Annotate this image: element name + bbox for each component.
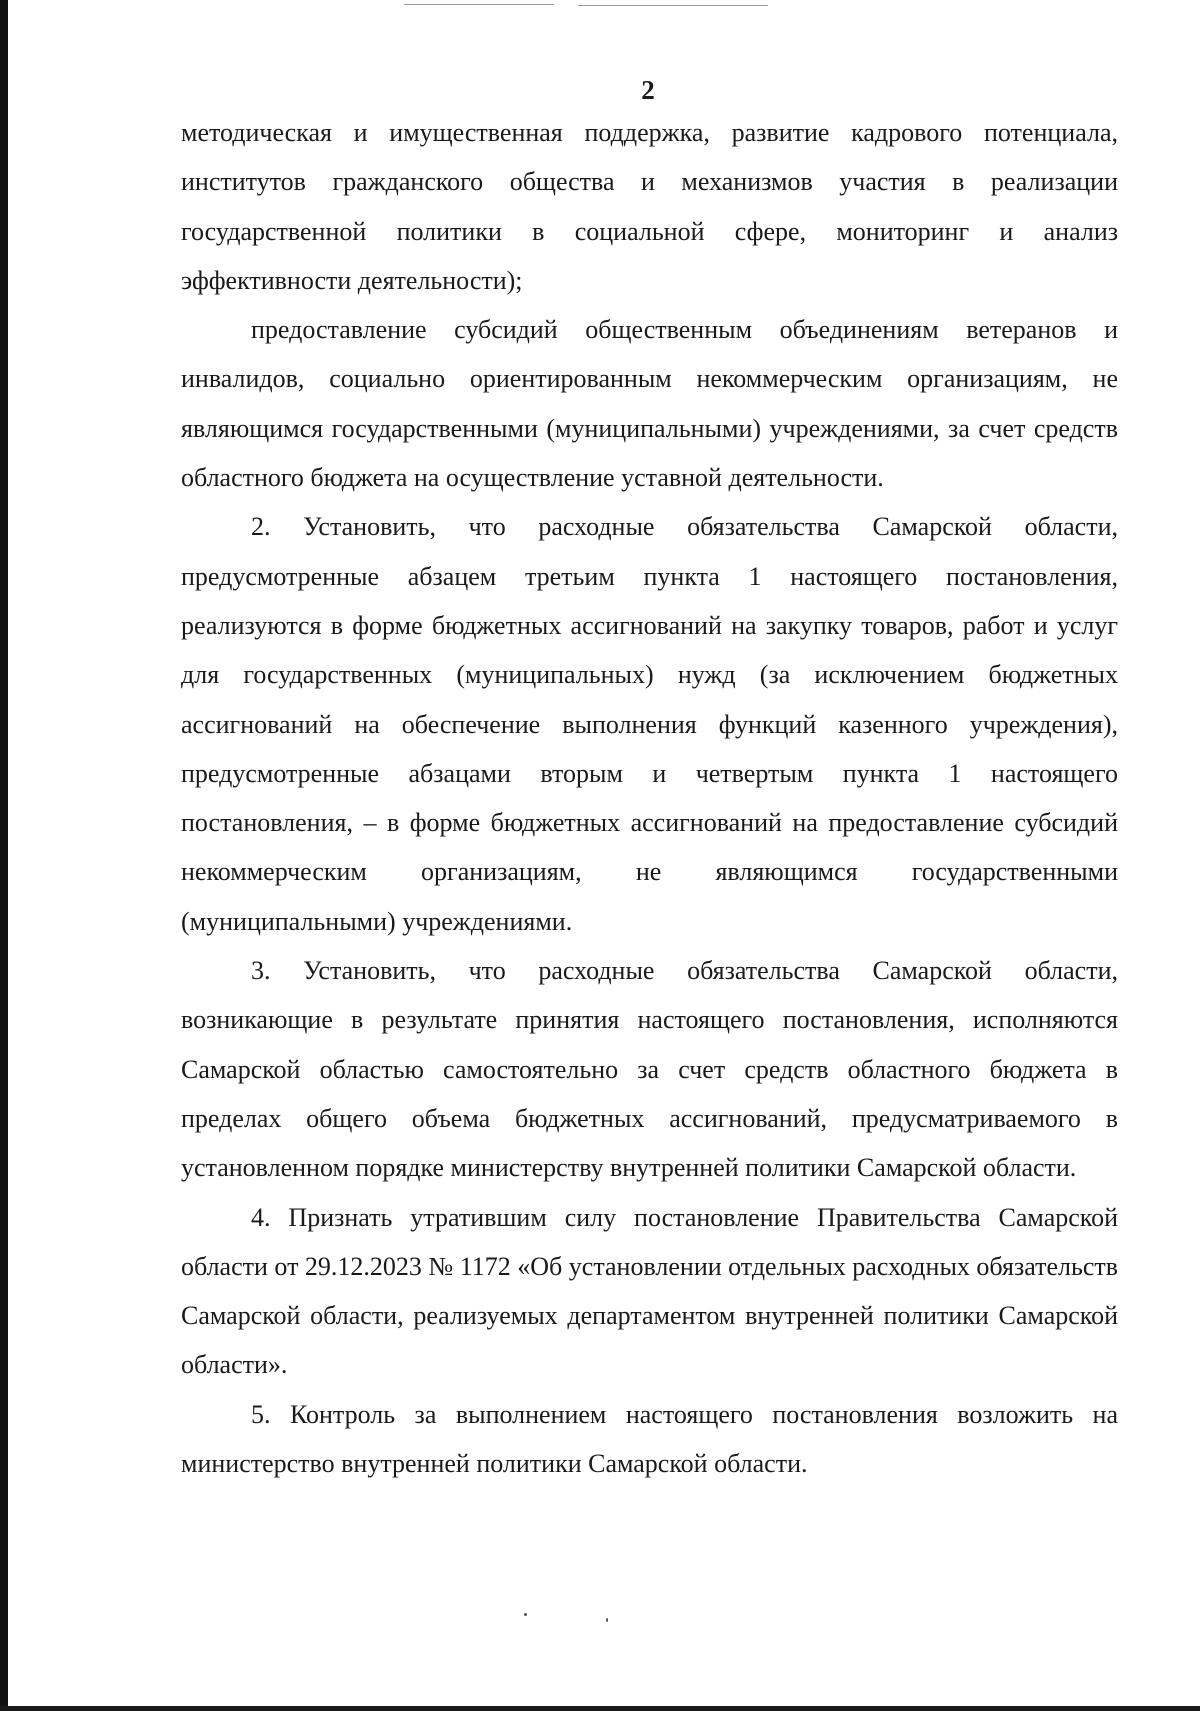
paragraph-continuation: методическая и имущественная поддержка, развитие кадрового потенциала, институтов гражданского общества и механизмов участия в реализации государственной политики в социальной сфере, мониторинг и анализ эффективности деятельности); — [181, 118, 1118, 295]
paragraph-item-3: 3. Установить, что расходные обязательства Самарской области, возникающие в результате принятия настоящего постановления, исполняются Самарской областью самостоятельно за счет средств областного бюджета в пределах общего объема бюджетных ассигнований, предусматриваемого в установленном порядке министерству внутренней политики Самарской области. — [181, 956, 1118, 1183]
scan-border-bottom — [0, 1706, 1200, 1711]
scan-speck — [524, 1613, 527, 1616]
scan-speck — [606, 1618, 608, 1622]
paragraph-item-4: 4. Признать утратившим силу постановление Правительства Самарской области от 29.12.2023 № 1172 «Об установлении отдельных расходных обязательств Самарской области, реализуемых департаментом внутренней политики Самарской области». — [181, 1202, 1119, 1380]
page-number: 2 — [641, 75, 655, 105]
paragraph-subsidies: предоставление субсидий общественным объединениям ветеранов и инвалидов, социально ориентированным некоммерческим организациям, не являющимся государственными (муниципальными) учреждениями, за счет средств областного бюджета на осуществление уставной деятельности. — [181, 315, 1118, 493]
scan-border-left — [0, 0, 8, 1711]
paragraph-item-2: 2. Установить, что расходные обязательства Самарской области, предусмотренные абзацем третьим пункта 1 настоящего постановления, реализуются в форме бюджетных ассигнований на закупку товаров, работ и услуг для государственных (муниципальных) нужд (за исключением бюджетных ассигнований на обеспечение выполнения функций казенного учреждения), предусмотренные абзацами вторым и четвертым пункта 1 настоящего постановления, – в форме бюджетных ассигнований на предоставление субсидий некоммерческим организациям, не являющимся государственными (муниципальными) учреждениями. — [181, 512, 1118, 936]
scan-top-mark — [404, 4, 554, 5]
paragraph-item-5: 5. Контроль за выполнением настоящего постановления возложить на министерство внутренней политики Самарской области. — [181, 1399, 1118, 1479]
scan-top-mark — [578, 5, 768, 6]
document-body — [181, 108, 1118, 1488]
